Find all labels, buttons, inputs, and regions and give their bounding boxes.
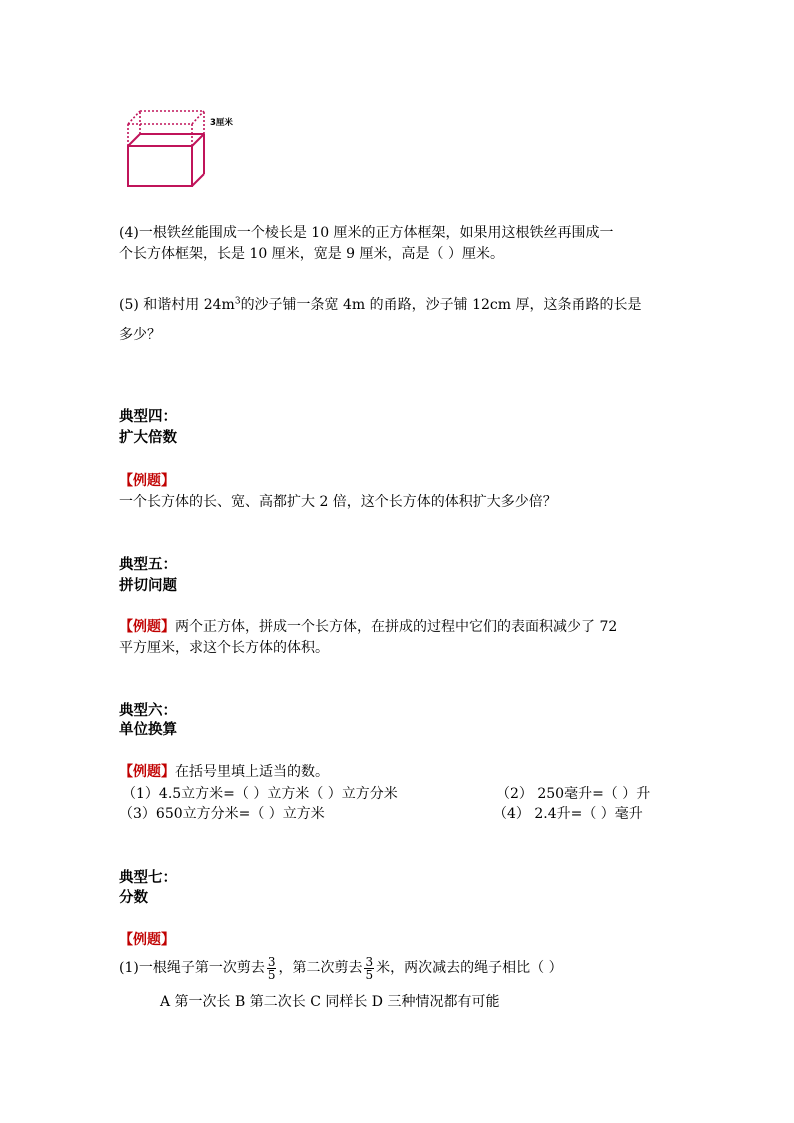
s7-q-pre: (1)一根绳子第一次剪去: [119, 960, 265, 976]
s5-example-tag: 【例题】: [119, 619, 175, 635]
fraction-2: [364, 956, 374, 981]
s5-line2: 平方厘米，求这个长方体的体积。: [119, 640, 329, 656]
s4-subheading: 扩大倍数: [119, 430, 177, 446]
s6-item2: （2） 250毫升=（ ）升: [496, 786, 651, 802]
q5-line1-post: 的沙子铺一条宽 4m 的甬路，沙子铺 12cm 厚，这条甬路的长是: [240, 297, 642, 313]
s7-q-post: 米，两次减去的绳子相比（ ）: [376, 960, 563, 976]
s6-intro: [119, 762, 329, 782]
fraction-1-numerator: 3: [267, 954, 276, 969]
fraction-2-numerator: 3: [365, 954, 374, 969]
q4-line1: (4)一根铁丝能围成一个棱长是 10 厘米的正方体框架，如果用这根铁丝再围成一: [119, 225, 614, 241]
s7-subheading: 分数: [119, 890, 148, 906]
s6-item4: （4） 2.4升=（ ）毫升: [493, 806, 643, 822]
s7-question: [119, 953, 563, 983]
s7-heading: 典型七：: [119, 870, 177, 886]
s4-heading: 典型四：: [119, 409, 177, 425]
fraction-2-denominator: 5: [365, 967, 374, 982]
q5-line1-pre: (5) 和谐村用 24m: [119, 297, 235, 313]
q4-line2: 个长方体框架，长是 10 厘米，宽是 9 厘米，高是（ ）厘米。: [119, 246, 504, 262]
cuboid-diagram: [124, 105, 254, 193]
q5-line1: [119, 295, 641, 315]
s5-heading: 典型五：: [119, 557, 177, 573]
q5-line1-sup: 3: [234, 296, 241, 307]
figure-label: 3厘米: [210, 118, 233, 128]
s6-heading: 典型六：: [119, 703, 177, 719]
s6-intro-text: 在括号里填上适当的数。: [175, 764, 329, 780]
q5-line2: 多少？: [119, 327, 161, 343]
s6-subheading: 单位换算: [119, 722, 177, 738]
s6-item1: （1）4.5立方米=（ ）立方米（ ）立方分米: [122, 786, 398, 802]
s5-subheading: 拼切问题: [119, 578, 177, 594]
s7-example-tag: 【例题】: [119, 932, 175, 948]
s7-q-mid: ，第二次剪去: [278, 960, 363, 976]
s5-line1-text: 两个正方体，拼成一个长方体，在拼成的过程中它们的表面积减少了 72: [175, 619, 618, 635]
s4-example-tag: 【例题】: [119, 473, 175, 489]
s4-text: 一个长方体的长、宽、高都扩大 2 倍，这个长方体的体积扩大多少倍？: [119, 494, 557, 510]
s5-line1: [119, 617, 617, 637]
s7-options: A 第一次长 B 第二次长 C 同样长 D 三种情况都有可能: [160, 994, 500, 1010]
s6-item3: （3）650立方分米=（ ）立方米: [119, 806, 325, 822]
fraction-1: [267, 956, 277, 981]
s6-example-tag: 【例题】: [119, 764, 175, 780]
fraction-1-denominator: 5: [267, 967, 276, 982]
cuboid-figure: [124, 105, 254, 193]
